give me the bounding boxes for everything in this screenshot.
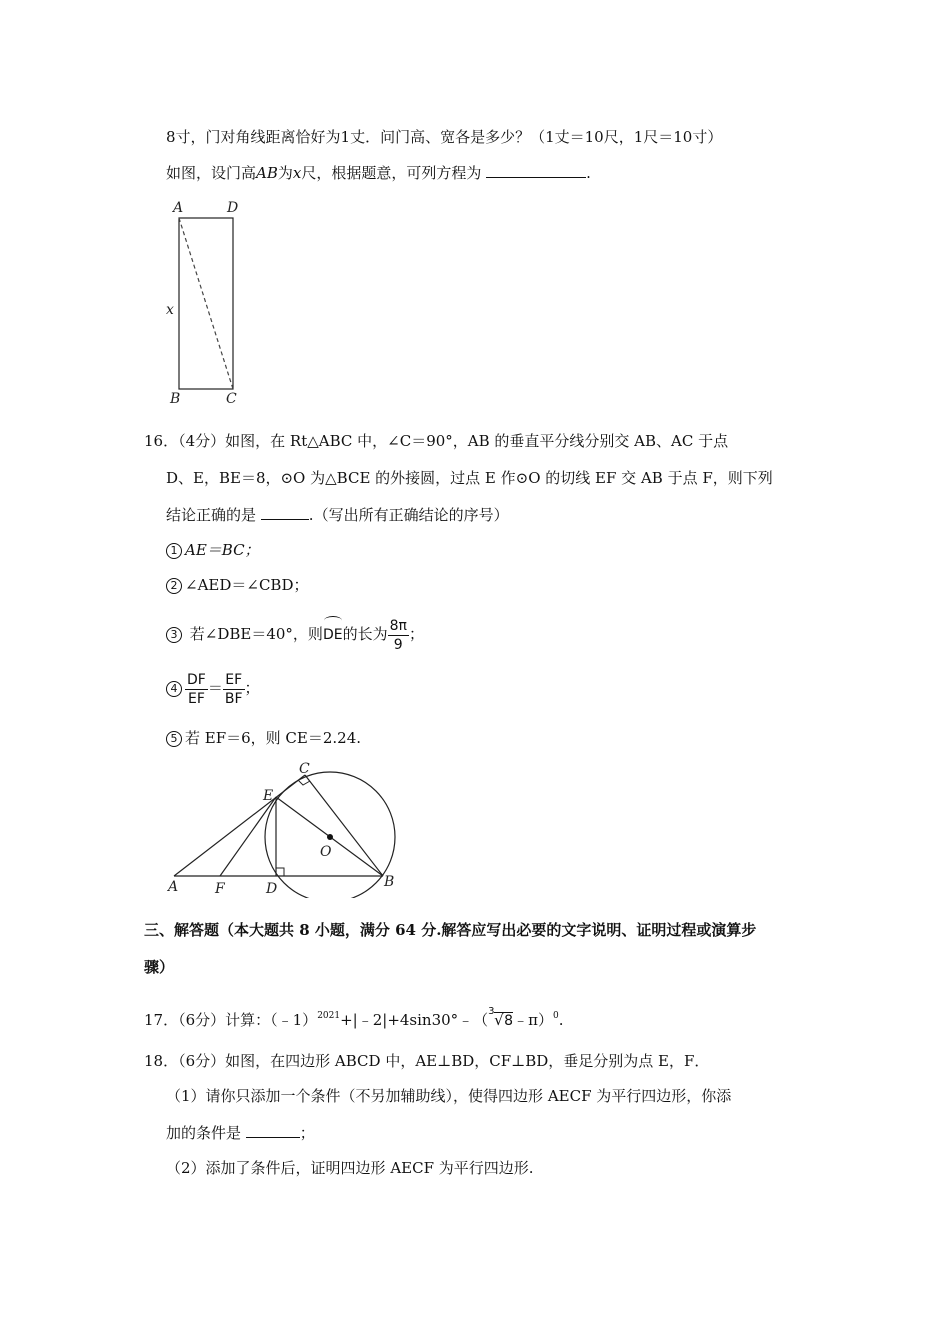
q16-line1 [144, 430, 728, 452]
arc-DE: DE [323, 616, 343, 650]
circled-number: 5 [166, 731, 182, 747]
right-angle-C [298, 780, 310, 785]
option-text: 若∠DBE＝40°，则 [189, 625, 323, 643]
fraction-8pi-9 [388, 617, 409, 654]
fraction-numerator: EF [223, 671, 245, 690]
radical-sign-icon: √ [494, 1011, 504, 1029]
cube-root [488, 1006, 514, 1029]
q15-text-b: 为 [277, 164, 293, 182]
q16-circle-figure [160, 758, 410, 898]
q18-answer-blank[interactable] [246, 1123, 300, 1138]
fraction-numerator: DF [187, 671, 206, 688]
section3-heading-line2: 骤） [144, 958, 175, 976]
q16-number: 16． [144, 432, 179, 450]
label-D: D [266, 881, 278, 897]
q18-points: （6分） [178, 1052, 226, 1070]
option-text: 若 EF＝6，则 CE＝2.24. [185, 729, 362, 747]
option-text: ； [408, 625, 424, 643]
q16-option-2 [166, 574, 308, 596]
q15-text-line1: 8寸，门对角线距离恰好为1丈．问门高、宽各是多少？（1丈＝10尺，1尺＝10寸） [166, 128, 723, 146]
q16-points: （4分） [178, 432, 226, 450]
door-rectangle [179, 218, 233, 389]
center-point-O [327, 834, 333, 840]
q17-exponent-1: 2021 [317, 1011, 341, 1021]
q15-x: x [292, 164, 302, 182]
label-A: A [168, 879, 179, 895]
q15-ab: AB [256, 164, 278, 182]
circled-number: 4 [166, 681, 182, 697]
q16-answer-blank[interactable] [261, 505, 309, 520]
circled-number: 3 [166, 627, 182, 643]
option-text: AE＝BC； [185, 541, 260, 559]
label-C: C [226, 391, 237, 407]
equals-sign: ＝ [207, 679, 223, 697]
option-text: ； [244, 679, 260, 697]
q16-option-3 [166, 616, 424, 654]
q15-text-a: 如图，设门高 [166, 164, 257, 182]
q16-line2: D、E，BE＝8，⊙O 为△BCE 的外接圆，过点 E 作⊙O 的切线 EF 交 AB 于点 F，则下列 [166, 469, 773, 487]
q17-points: （6分） [178, 1011, 226, 1029]
option-text: 的长为 [342, 625, 388, 643]
fraction-denominator: EF [187, 690, 205, 707]
q18-part1-line1: （1）请你只添加一个条件（不另加辅助线），使得四边形 AECF 为平行四边形，你添 [166, 1087, 732, 1105]
q15-answer-blank[interactable] [486, 163, 586, 178]
label-F: F [215, 881, 225, 897]
q16-option-4 [166, 670, 260, 708]
label-D: D [227, 200, 239, 216]
section3-heading-line1: 三、解答题（本大题共 8 小题，满分 64 分.解答应写出必要的文字说明、证明过程或演算步 [144, 921, 757, 939]
q17-expr-a: 计算：（﹣1） [225, 1011, 318, 1029]
q17-expr-b: +|﹣2|+4sin30°﹣（ [340, 1011, 489, 1029]
option-text: ∠AED＝∠CBD； [185, 576, 309, 594]
label-x: x [166, 302, 174, 318]
fraction-df-ef [185, 671, 208, 708]
label-B: B [384, 874, 395, 890]
q16-text-1: 如图，在 Rt△ABC 中，∠C＝90°，AB 的垂直平分线分别交 AB、AC 于点 [225, 432, 729, 450]
fraction-ef-bf [223, 671, 245, 708]
q15-text-line2 [166, 162, 591, 184]
q17-line [144, 1002, 563, 1034]
q15-text-c: 尺，根据题意，可列方程为 [301, 164, 482, 182]
segment-CB [305, 775, 383, 876]
q18-line1 [144, 1050, 709, 1072]
q17-period: . [558, 1011, 564, 1029]
q15-period: . [586, 164, 591, 182]
q16-text-3b: .（写出所有正确结论的序号） [308, 506, 509, 524]
fraction-denominator: 9 [393, 636, 403, 653]
q17-number: 17． [144, 1011, 179, 1029]
q16-option-1 [166, 539, 260, 561]
q18-semicolon: ； [299, 1124, 315, 1142]
circled-number: 1 [166, 543, 182, 559]
q17-expr-c: ﹣π） [513, 1011, 553, 1029]
q17-exponent-2: 0 [552, 1011, 559, 1021]
label-E: E [263, 788, 274, 804]
q18-text-part1b: 加的条件是 [166, 1124, 242, 1142]
label-B: B [170, 391, 181, 407]
fraction-denominator: BF [224, 690, 243, 707]
q16-text-3a: 结论正确的是 [166, 506, 257, 524]
root-index: 3 [488, 1006, 495, 1017]
root-value: 8 [504, 1013, 514, 1029]
q18-number: 18． [144, 1052, 179, 1070]
q18-part2: （2）添加了条件后，证明四边形 AECF 为平行四边形. [166, 1159, 534, 1177]
door-diagonal [179, 218, 233, 389]
label-O: O [320, 844, 332, 860]
q15-door-figure [160, 195, 260, 410]
label-A: A [173, 200, 184, 216]
q18-text-1: 如图，在四边形 ABCD 中，AE⊥BD，CF⊥BD，垂足分别为点 E，F． [225, 1052, 710, 1070]
q18-part1-line2 [166, 1122, 315, 1144]
fraction-numerator: 8π [389, 617, 407, 634]
q16-option-5 [166, 727, 361, 749]
segment-AC [174, 775, 305, 876]
circled-number: 2 [166, 578, 182, 594]
label-C: C [299, 761, 310, 777]
segment-EF [220, 797, 276, 876]
q16-line3 [166, 504, 509, 526]
